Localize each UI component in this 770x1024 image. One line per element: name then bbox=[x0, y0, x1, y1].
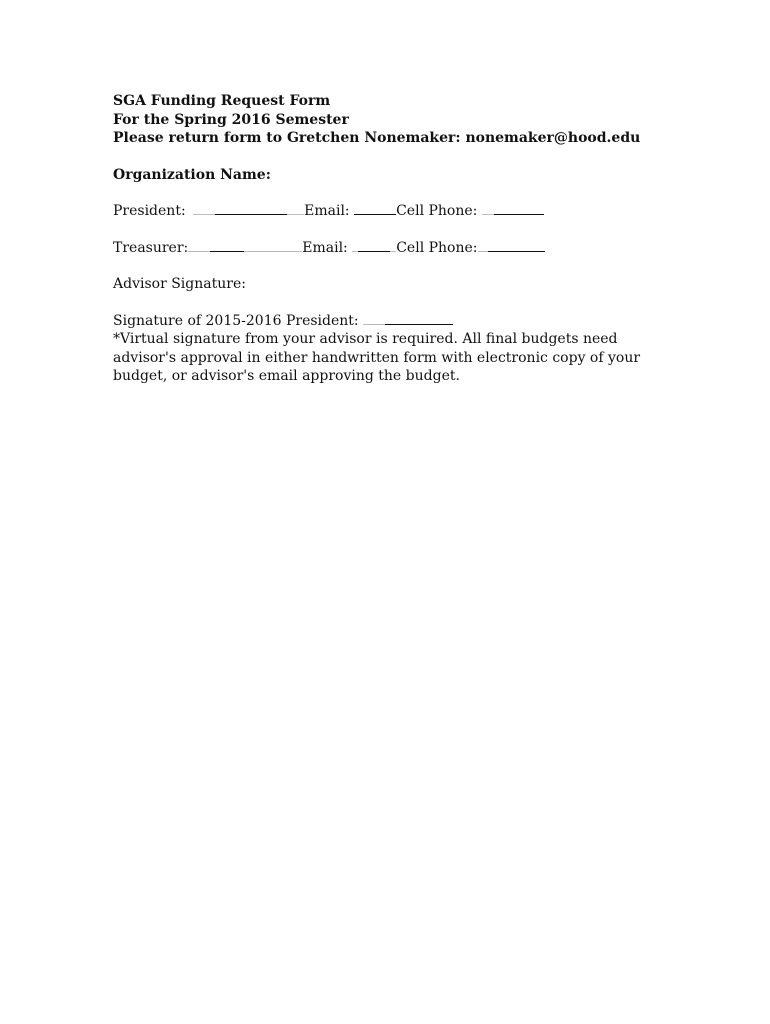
virtual-signature-note: *Virtual signature from your advisor is required. All final budgets need advisor's approval in either handwritten form with electronic copy of your budget, or advisor's email approving the budget. bbox=[113, 331, 641, 384]
president-email-field[interactable] bbox=[354, 202, 396, 215]
president-blank-tail[interactable] bbox=[287, 202, 304, 215]
treasurer-email-label: Email: bbox=[302, 239, 348, 256]
prior-president-signature-label: Signature of 2015-2016 President: bbox=[113, 312, 359, 329]
prior-president-signature-field[interactable] bbox=[385, 312, 453, 325]
treasurer-field[interactable] bbox=[210, 239, 244, 252]
president-email-label: Email: bbox=[304, 203, 350, 219]
treasurer-phone-field[interactable] bbox=[488, 239, 545, 252]
treasurer-phone-blank-lead[interactable] bbox=[478, 239, 488, 252]
organization-name-label: Organization Name: bbox=[113, 166, 271, 183]
president-field[interactable] bbox=[215, 202, 287, 215]
president-phone-label: Cell Phone: bbox=[396, 203, 478, 219]
president-phone-field[interactable] bbox=[494, 202, 544, 215]
form-title: SGA Funding Request Form bbox=[113, 93, 331, 109]
advisor-signature-label: Advisor Signature: bbox=[113, 276, 246, 292]
semester-line: For the Spring 2016 Semester bbox=[113, 111, 349, 128]
president-label: President: bbox=[113, 203, 186, 219]
treasurer-phone-label: Cell Phone: bbox=[396, 239, 478, 256]
prior-president-signature-blank-lead[interactable] bbox=[363, 312, 385, 325]
prior-president-signature-row bbox=[113, 312, 653, 331]
treasurer-row bbox=[113, 239, 653, 258]
president-phone-blank-lead[interactable] bbox=[482, 202, 494, 215]
president-row bbox=[113, 202, 653, 221]
treasurer-label: Treasurer: bbox=[113, 239, 189, 256]
form-content bbox=[113, 92, 653, 386]
treasurer-blank-lead[interactable] bbox=[188, 239, 210, 252]
president-blank-lead[interactable] bbox=[193, 202, 215, 215]
treasurer-email-field[interactable] bbox=[358, 239, 390, 252]
treasurer-blank-tail[interactable] bbox=[244, 239, 302, 252]
return-instruction: Please return form to Gretchen Nonemaker: nonemaker@hood.edu bbox=[113, 130, 641, 146]
